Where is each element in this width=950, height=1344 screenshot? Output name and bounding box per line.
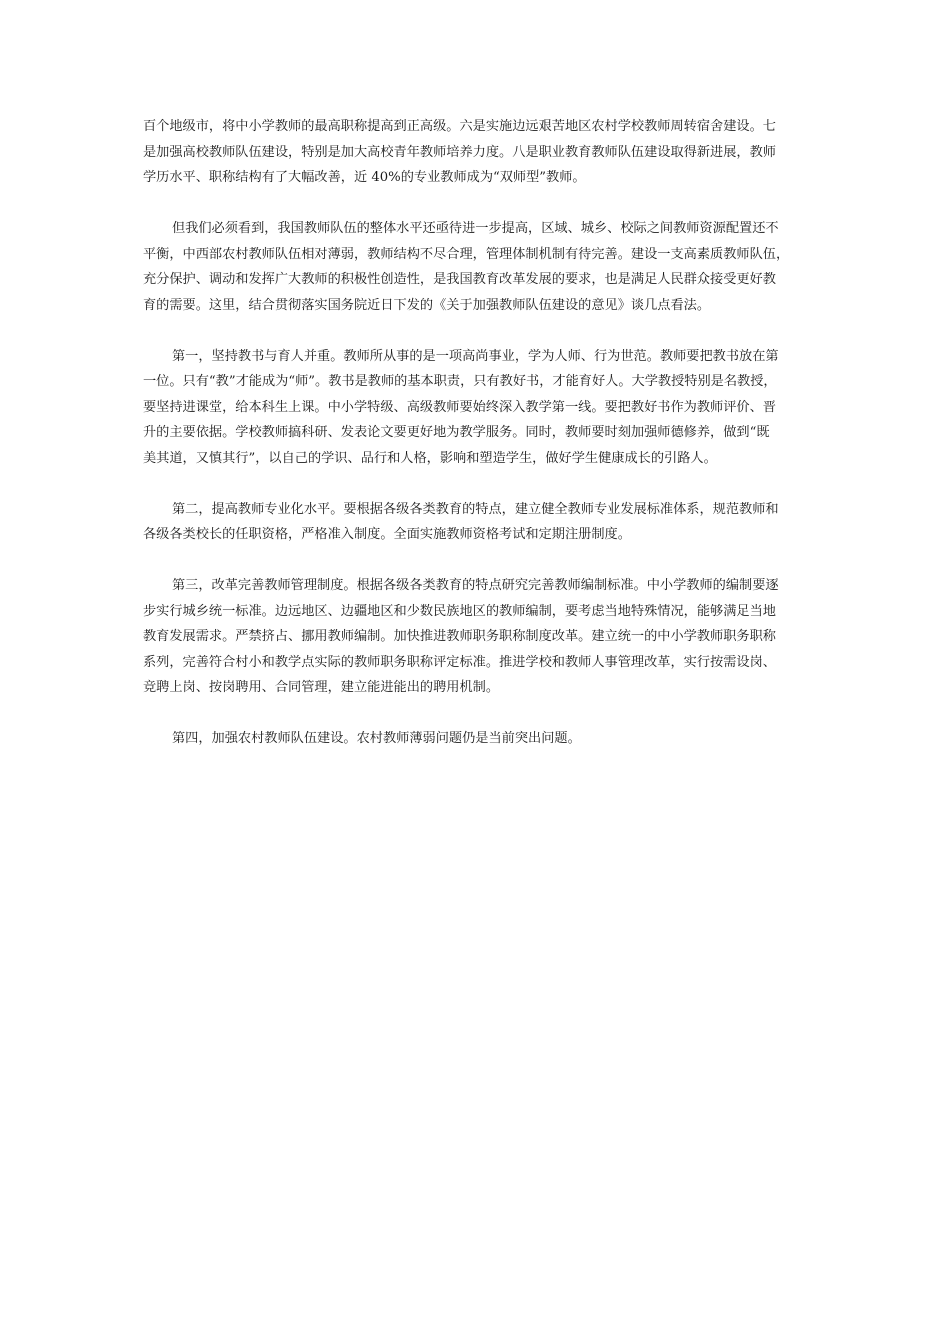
text-line: 第一，坚持教书与育人并重。教师所从事的是一项高尚事业，学为人师、行为世范。教师要把教书放在第 [172, 348, 779, 364]
paragraph-1 [143, 114, 813, 191]
text-line: 步实行城乡统一标准。边远地区、边疆地区和少数民族地区的教师编制，要考虑当地特殊情况，能够满足当地 [143, 603, 776, 619]
text-line: 平衡，中西部农村教师队伍相对薄弱，教师结构不尽合理，管理体制机制有待完善。建设一支高素质教师队伍， [143, 246, 790, 262]
text-line: 升的主要依据。学校教师搞科研、发表论文要更好地为教学服务。同时，教师要时刻加强师德修养，做到“既 [143, 425, 770, 440]
paragraph-3 [143, 344, 813, 472]
text-line: 第四，加强农村教师队伍建设。农村教师薄弱问题仍是当前突出问题。 [172, 731, 581, 746]
paragraph-5 [143, 573, 813, 701]
text-line: 要坚持进课堂，给本科生上课。中小学特级、高级教师要始终深入教学第一线。要把教好书作为教师评价、晋 [143, 399, 776, 415]
text-line: 各级各类校长的任职资格，严格准入制度。全面实施教师资格考试和定期注册制度。 [143, 527, 631, 542]
text-line: 竞聘上岗、按岗聘用、合同管理，建立能进能出的聘用机制。 [143, 680, 500, 695]
text-line: 教育发展需求。严禁挤占、挪用教师编制。加快推进教师职务职称制度改革。建立统一的中小学教师职务职称 [143, 629, 776, 644]
paragraph-2 [143, 216, 813, 318]
paragraph-4 [143, 497, 813, 548]
text-line: 是加强高校教师队伍建设，特别是加大高校青年教师培养力度。八是职业教育教师队伍建设取得新进展，教师 [143, 144, 776, 160]
text-line: 充分保护、调动和发挥广大教师的积极性创造性，是我国教育改革发展的要求，也是满足人民群众接受更好教 [143, 272, 776, 287]
text-line: 百个地级市，将中小学教师的最高职称提高到正高级。六是实施边远艰苦地区农村学校教师周转宿舍建设。七 [143, 119, 776, 134]
text-line: 一位。只有“教”才能成为“师”。教书是教师的基本职责，只有教好书，才能育好人。大学教授特别是名教授， [143, 374, 777, 389]
text-line: 第三，改革完善教师管理制度。根据各级各类教育的特点研究完善教师编制标准。中小学教师的编制要逐 [172, 578, 779, 593]
paragraph-6 [143, 726, 813, 752]
text-line: 第二，提高教师专业化水平。要根据各级各类教育的特点，建立健全教师专业发展标准体系，规范教师和 [172, 501, 779, 517]
text-line: 但我们必须看到，我国教师队伍的整体水平还亟待进一步提高，区域、城乡、校际之间教师资源配置还不 [172, 221, 779, 236]
text-line: 美其道，又慎其行”，以自己的学识、品行和人格，影响和塑造学生，做好学生健康成长的引路人。 [143, 450, 717, 466]
text-line: 学历水平、职称结构有了大幅改善，近 40%的专业教师成为“双师型”教师。 [143, 170, 586, 185]
text-line: 育的需要。这里，结合贯彻落实国务院近日下发的《关于加强教师队伍建设的意见》谈几点看法。 [143, 297, 711, 313]
text-line: 系列，完善符合村小和教学点实际的教师职务职称评定标准。推进学校和教师人事管理改革，实行按需设岗、 [143, 654, 776, 670]
document-body [143, 114, 813, 777]
